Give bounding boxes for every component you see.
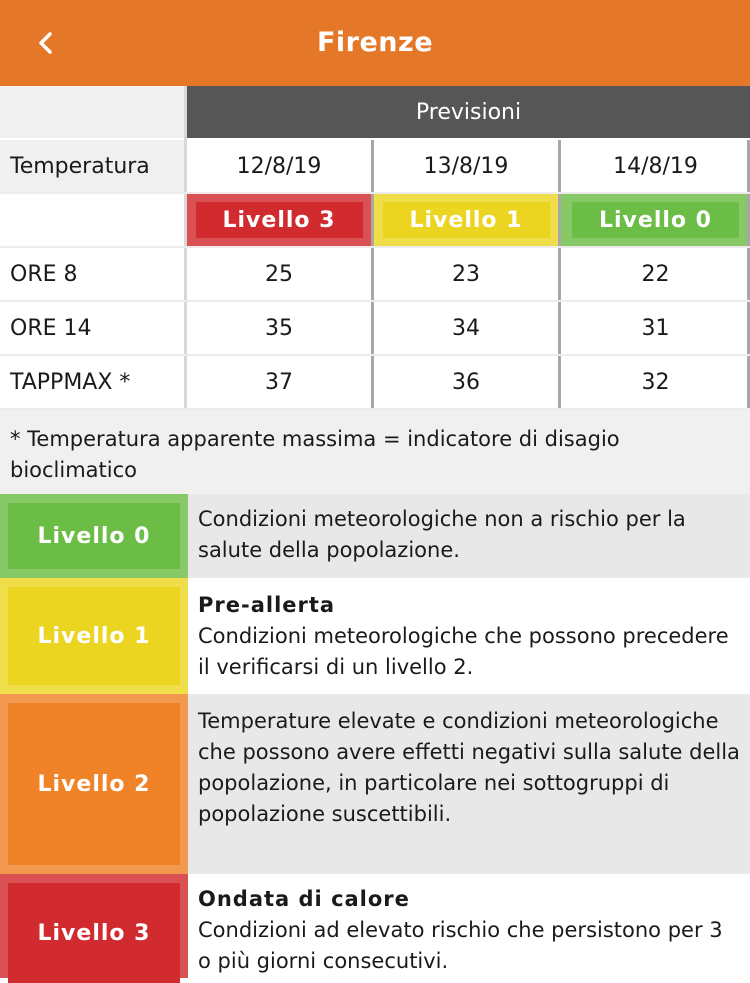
table-value: 23: [374, 248, 558, 300]
legend-description: Temperature elevate e condizioni meteorologiche che possono avere effetti negativi sulla salute della popolazione, in particolare nei sottogruppi di popolazione suscettibili.: [198, 709, 740, 826]
legend-badge-label: Livello 1: [8, 587, 180, 685]
legend-item: [0, 578, 750, 694]
table-value: 35: [187, 302, 371, 354]
date-cell: 13/8/19: [374, 140, 558, 192]
legend-text: [188, 874, 750, 978]
table-value: 32: [561, 356, 750, 408]
table-value: 22: [561, 248, 750, 300]
footnote: * Temperatura apparente massima = indicatore di disagio bioclimatico: [0, 410, 750, 494]
level-badge-label: Livello 1: [383, 202, 550, 238]
app-header: [0, 0, 750, 86]
table-corner: [0, 86, 184, 138]
divider: [558, 140, 561, 410]
page-title: Firenze: [316, 27, 434, 58]
table-value: 25: [187, 248, 371, 300]
date-cell: 12/8/19: [187, 140, 371, 192]
divider: [0, 300, 750, 302]
table-value: 36: [374, 356, 558, 408]
legend-badge: [0, 874, 188, 978]
level-badge-label: Livello 0: [572, 202, 739, 238]
row-label: ORE 8: [0, 248, 184, 300]
legend-badge: [0, 494, 188, 578]
legend-description: Condizioni meteorologiche che possono precedere il verificarsi di un livello 2.: [198, 624, 729, 679]
divider: [0, 354, 750, 356]
legend-text: [188, 694, 750, 874]
legend-item: [0, 494, 750, 578]
legend-description: Condizioni ad elevato rischio che persistono per 3 o più giorni consecutivi.: [198, 918, 723, 973]
legend-badge: [0, 578, 188, 694]
legend-badge-label: Livello 2: [8, 703, 180, 865]
legend-badge: [0, 694, 188, 874]
divider: [0, 192, 750, 194]
legend-text: [188, 578, 750, 694]
level-badge: [561, 194, 750, 246]
table-value: 37: [187, 356, 371, 408]
legend-item: [0, 694, 750, 874]
legend-badge-label: Livello 3: [8, 883, 180, 983]
divider: [184, 86, 187, 410]
legend-heading: Pre-allerta: [198, 593, 336, 617]
level-badge: [187, 194, 371, 246]
divider: [371, 140, 374, 410]
legend-item: [0, 874, 750, 978]
forecast-header: Previsioni: [187, 86, 750, 138]
row-label: TAPPMAX *: [0, 356, 184, 408]
date-cell: 14/8/19: [561, 140, 750, 192]
row-label: ORE 14: [0, 302, 184, 354]
table-value: 34: [374, 302, 558, 354]
temperature-header: Temperatura: [0, 140, 184, 192]
legend-description: Condizioni meteorologiche non a rischio per la salute della popolazione.: [198, 507, 686, 562]
table-value: 31: [561, 302, 750, 354]
legend-badge-label: Livello 0: [8, 503, 180, 569]
legend-heading: Ondata di calore: [198, 887, 410, 911]
legend-text: [188, 494, 750, 578]
divider: [0, 246, 750, 248]
level-badge: [374, 194, 558, 246]
level-badge-label: Livello 3: [196, 202, 363, 238]
